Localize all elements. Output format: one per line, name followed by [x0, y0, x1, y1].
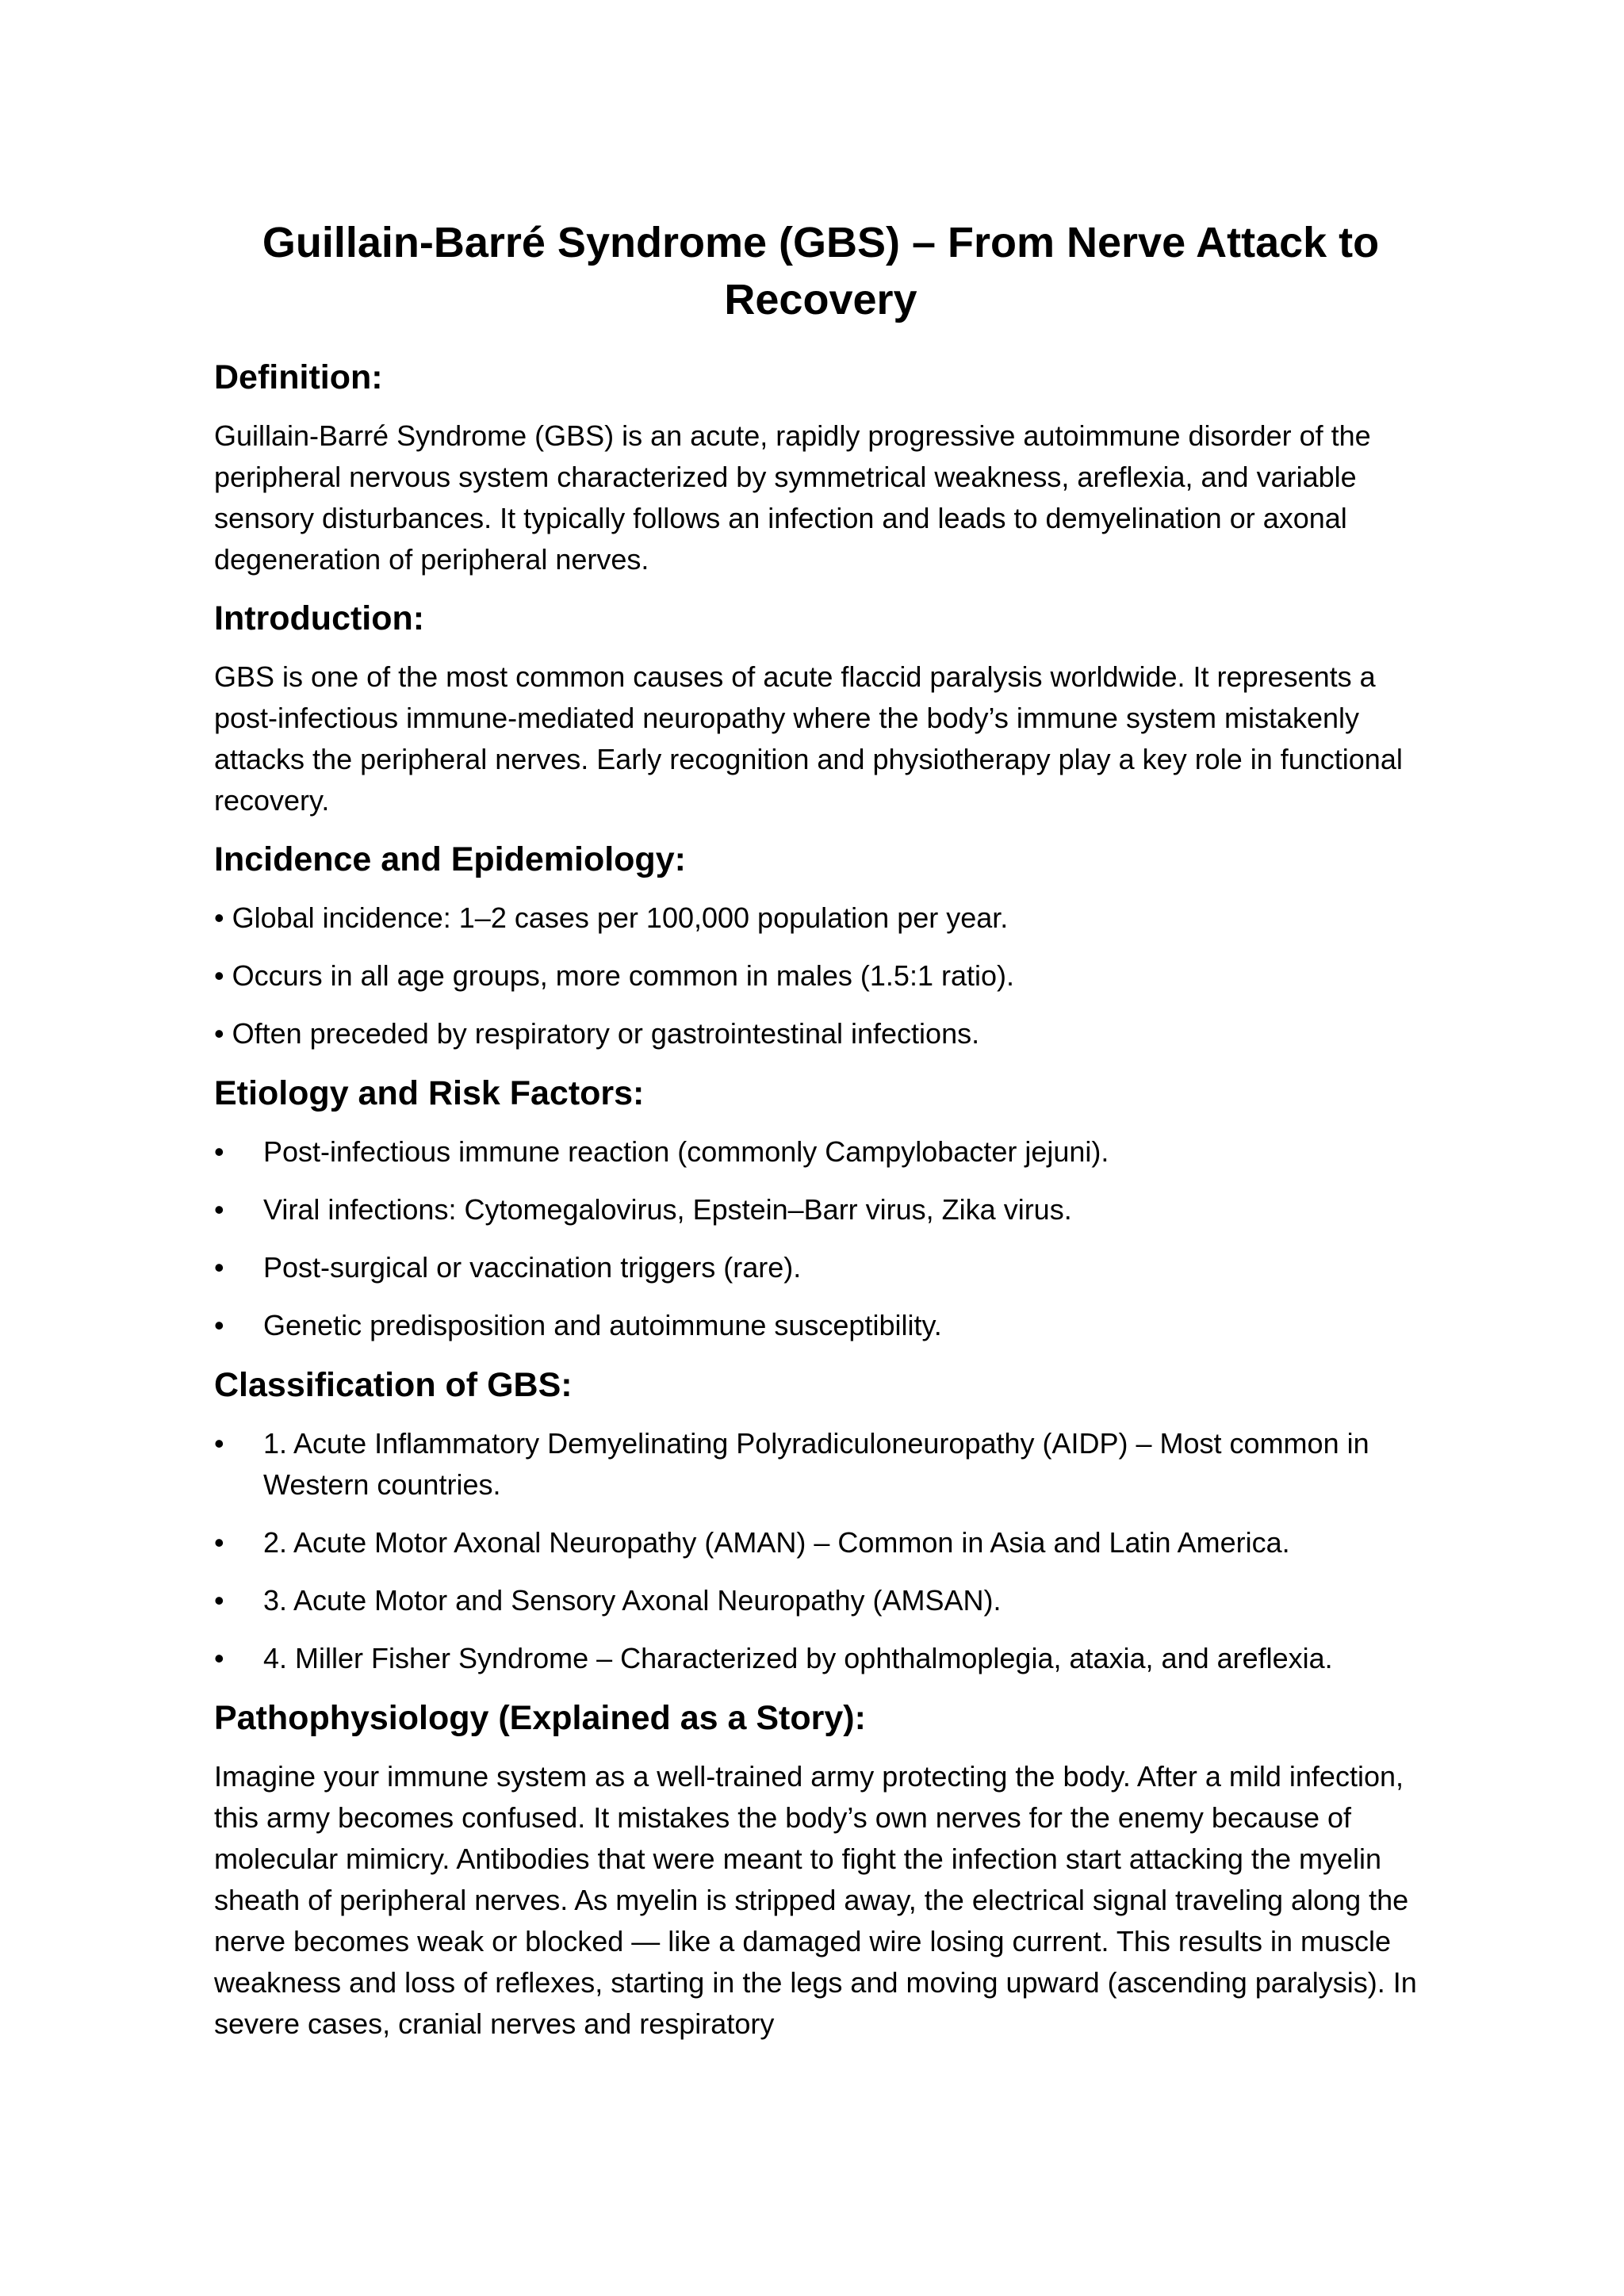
section-heading-pathophysiology: Pathophysiology (Explained as a Story): [214, 1699, 866, 1737]
list-item [214, 1247, 1427, 1288]
section-heading-classification: Classification of GBS: [214, 1366, 573, 1404]
list-item [214, 1580, 1427, 1621]
list-item-text: Post-infectious immune reaction (commonly Campylobacter jejuni). [263, 1135, 1109, 1168]
list-item-text: Genetic predisposition and autoimmune susceptibility. [263, 1309, 942, 1341]
bullet-icon: • [214, 1584, 224, 1617]
incidence-line: • Global incidence: 1–2 cases per 100,000 population per year. [214, 901, 1009, 934]
document-page [214, 214, 1427, 2061]
incidence-line: • Often preceded by respiratory or gastrointestinal infections. [214, 1017, 980, 1050]
bullet-icon: • [214, 1135, 224, 1168]
list-item-text: 1. Acute Inflammatory Demyelinating Polyradiculoneuropathy (AIDP) – Most common in Western countries. [263, 1427, 1369, 1501]
section-introduction [214, 596, 1427, 821]
list-item-text: Post-surgical or vaccination triggers (rare). [263, 1251, 802, 1284]
list-item-text: 4. Miller Fisher Syndrome – Characterized by ophthalmoplegia, ataxia, and areflexia. [263, 1642, 1333, 1674]
definition-paragraph: Guillain-Barré Syndrome (GBS) is an acute, rapidly progressive autoimmune disorder of the peripheral nervous system characterized by symmetrical weakness, areflexia, and variable sensory disturbances. It typically follows an infection and leads to demyelination or axonal degeneration of peripheral nerves. [214, 419, 1371, 576]
bullet-icon: • [214, 1193, 224, 1226]
section-heading-definition: Definition: [214, 358, 383, 396]
list-item [214, 1423, 1427, 1506]
bullet-icon: • [214, 1526, 224, 1559]
section-incidence [214, 837, 1427, 1054]
bullet-icon: • [214, 1251, 224, 1284]
section-heading-introduction: Introduction: [214, 599, 425, 637]
list-item [214, 1131, 1427, 1173]
section-heading-etiology: Etiology and Risk Factors: [214, 1074, 645, 1112]
list-item-text: Viral infections: Cytomegalovirus, Epstein–Barr virus, Zika virus. [263, 1193, 1072, 1226]
bullet-icon: • [214, 1427, 224, 1460]
section-etiology [214, 1071, 1427, 1346]
section-classification [214, 1363, 1427, 1679]
list-item [214, 1638, 1427, 1679]
introduction-paragraph: GBS is one of the most common causes of acute flaccid paralysis worldwide. It represents a post-infectious immune-mediated neuropathy where the body’s immune system mistakenly attacks the peripheral nerves. Early recognition and physiotherapy play a key role in functional recovery. [214, 660, 1403, 817]
document-title: Guillain-Barré Syndrome (GBS) – From Nerve Attack to Recovery [262, 219, 1380, 323]
classification-list [214, 1423, 1427, 1679]
etiology-list [214, 1131, 1427, 1346]
bullet-icon: • [214, 1309, 224, 1341]
bullet-icon: • [214, 1642, 224, 1674]
section-pathophysiology [214, 1696, 1427, 2045]
pathophysiology-paragraph: Imagine your immune system as a well-trained army protecting the body. After a mild infection, this army becomes confused. It mistakes the body’s own nerves for the enemy because of molecular mimicry. Antibodies that were meant to fight the infection start attacking the myelin sheath of peripheral nerves. As myelin is stripped away, the electrical signal traveling along the nerve becomes weak or blocked — like a damaged wire losing current. This results in muscle weakness and loss of reflexes, starting in the legs and moving upward (ascending paralysis). In severe cases, cranial nerves and respiratory [214, 1760, 1417, 2040]
list-item-text: 3. Acute Motor and Sensory Axonal Neuropathy (AMSAN). [263, 1584, 1002, 1617]
list-item [214, 1189, 1427, 1230]
list-item-text: 2. Acute Motor Axonal Neuropathy (AMAN) – Common in Asia and Latin America. [263, 1526, 1290, 1559]
section-definition [214, 355, 1427, 580]
list-item [214, 1522, 1427, 1563]
section-heading-incidence: Incidence and Epidemiology: [214, 840, 686, 878]
list-item [214, 1305, 1427, 1346]
incidence-line: • Occurs in all age groups, more common in males (1.5:1 ratio). [214, 959, 1015, 992]
